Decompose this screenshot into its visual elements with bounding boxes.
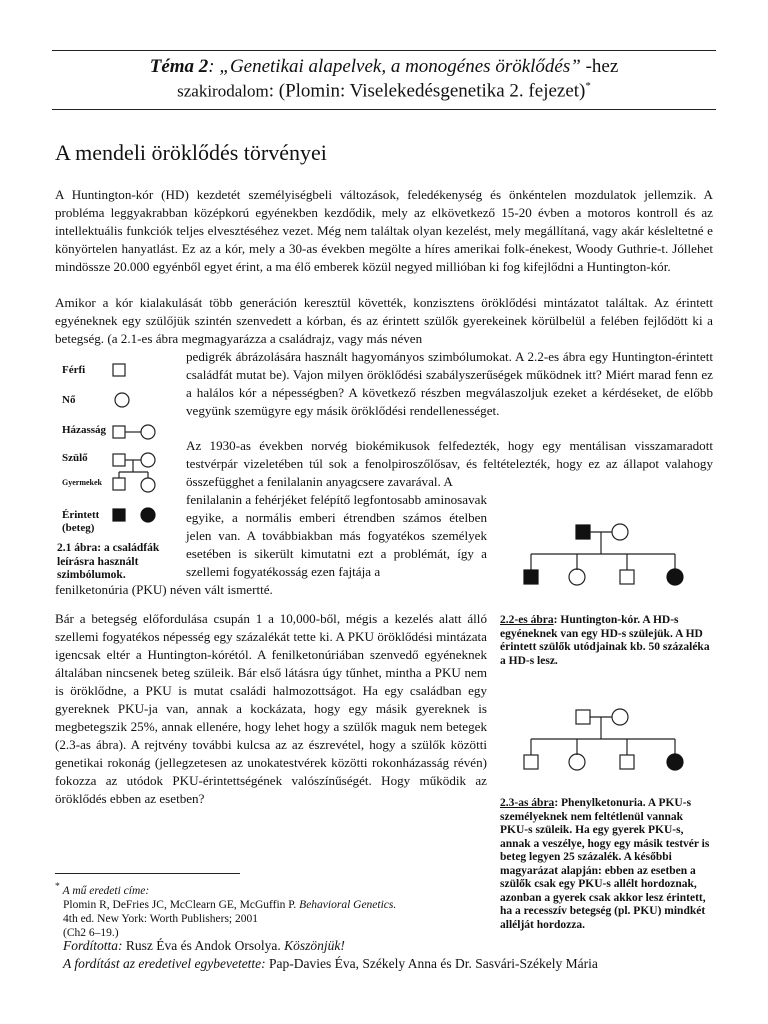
- marriage-female-symbol: [141, 425, 155, 439]
- figure-2-1-legend: [55, 352, 173, 538]
- affected-female-symbol: [141, 508, 155, 522]
- footnote-rule: [55, 873, 240, 874]
- hd-mother: [612, 524, 628, 540]
- footnote-original-title: [55, 880, 495, 898]
- tema-label: Téma 2: [149, 56, 209, 77]
- parent-female-symbol: [141, 453, 155, 467]
- checked-label: A fordítást az eredetivel egybevetette:: [63, 956, 266, 971]
- female-symbol: [115, 393, 129, 407]
- top-rule: [52, 50, 716, 51]
- pku-mother: [612, 709, 628, 725]
- legend-label-erintett: Érintett: [62, 509, 100, 521]
- footnote-mark: *: [55, 881, 60, 892]
- figure-2-3-pedigree: [510, 703, 706, 775]
- parent-male-symbol: [113, 454, 125, 466]
- paragraph-2-top: Amikor a kór kialakulását több generáción keresztül követték, konzisztens öröklődési mintázatot találtak. Az érintett egyéneknek egy szülőjük szintén szenvedett a kórban, és az érintett szülők gyerekeinek körülbelül a felében fejlődött ki a betegség. (a 2.1-es ábra megmagyarázza a családrajz, vagy más néven: [55, 295, 713, 346]
- legend-symbols: [55, 352, 173, 538]
- hd-father-affected: [576, 525, 590, 539]
- pku-father: [576, 710, 590, 724]
- figure-2-2-caption: [500, 614, 713, 668]
- figure-2-3-caption: [500, 797, 713, 932]
- page-title: [52, 56, 716, 78]
- legend-label-hazassag: Házasság: [62, 424, 106, 436]
- thanks-text: Köszönjük!: [284, 938, 345, 953]
- pku-daughter-affected: [667, 754, 683, 770]
- citation-publisher: 4th ed. New York: Worth Publishers; 2001: [63, 912, 259, 925]
- footnote-citation: [55, 898, 495, 912]
- page-subtitle: [52, 80, 716, 102]
- pku-daughter: [569, 754, 585, 770]
- legend-label-gyermekek: Gyermekek: [62, 478, 102, 487]
- footnote-orig-label: A mű eredeti címe:: [62, 884, 150, 897]
- citation-chapter: (Ch2 6–19.): [63, 926, 119, 939]
- tema-suffix: -hez: [585, 56, 619, 77]
- legend-label-ferfi: Férfi: [62, 364, 86, 376]
- child-female-symbol: [141, 478, 155, 492]
- footnote-marker: *: [585, 80, 591, 92]
- figure-2-2-pedigree: [510, 518, 706, 590]
- footnote-block: [55, 880, 495, 940]
- subtitle-small: szakirodalom: [177, 81, 269, 101]
- pku-son-2: [620, 755, 634, 769]
- translators-names: Rusz Éva és Andok Orsolya.: [122, 938, 285, 953]
- fig23-label: 2.3-as ábra: [500, 797, 555, 809]
- pku-son: [524, 755, 538, 769]
- citation-authors: Plomin R, DeFries JC, McClearn GE, McGuffin P.: [63, 898, 300, 911]
- paragraph-3-mid: Az 1930-as években norvég biokémikusok felfedezték, hogy egy mentálisan visszamaradott testvérpár vizeletében túl sok a fenolpiroszőlősav, és feltételezték, hogy ez az állapot valahogy összefügghet a fenilalanin anyagcsere zavarával. A: [186, 438, 713, 489]
- subtitle-main: : (Plomin: Viselekedésgenetika 2. fejezet): [268, 80, 586, 102]
- paragraph-2-rest: pedigrék ábrázolására használt hagyományos szimbólumokat. A 2.2-es ábra egy Huntington-érintett családfát mutat be). Vajon milyen öröklődési szabályszerűségek működnek itt? Miért marad fenn ez a halálos kór a népességben? A következő részben megválaszoljuk ezeket a kérdéseket, de előbb vegyünk szemügyre egy másik öröklődési rendellenességet.: [186, 349, 713, 418]
- translators-line: [63, 939, 713, 953]
- header-rule: [52, 109, 716, 110]
- legend-label-no: Nő: [62, 394, 76, 406]
- legend-label-beteg: (beteg): [62, 522, 95, 534]
- translators-label: Fordította:: [63, 938, 123, 953]
- marriage-male-symbol: [113, 426, 125, 438]
- paragraph-3-narrow: fenilalanin a fehérjéket felépítő legfontosabb aminosavak egyike, a normális emberi étrendben számos ételben jelen van. A továbbiakban más fogyatékos személyek esetében is sikerült kimutatni ezt a problémát, így a szellemi fogyatékosság ezen fajtája a: [186, 492, 487, 579]
- fig22-text: : Huntington-kór. A HD-s egyéneknek van egy HD-s szülejük. A HD érintett szülők utódjainak kb. 50 százaléka a HD-s lesz.: [500, 614, 710, 667]
- hd-son: [620, 570, 634, 584]
- tema-title: : „Genetikai alapelvek, a monogénes öröklődés”: [208, 56, 586, 77]
- affected-male-symbol: [113, 509, 125, 521]
- hd-son-affected: [524, 570, 538, 584]
- paragraph-1: A Huntington-kór (HD) kezdetét személyiségbeli változások, feledékenység és önkéntelen mozdulatok jellemzik. A probléma leggyakrabban középkorú egyénekben kezdődik, mely az elkövetkező 15-20 évben a motoros kontroll és az intellektuális funkciók teljes elvesztéséhez vezet. Még nem találtak olyan kezelést, mely megállítaná, vagy akár késleltetné e könyörtelen hanyatlást. Ez az a kór, mely a 30-as években megölte a híres amerikai folk-énekest, Woody Guthrie-t. Jóllehet mindössze 20.000 egyénből egyet érint, a ma élő emberek közül negyed millióban ki fog kifejlődni a Huntington-kór.: [55, 187, 713, 274]
- figure-2-1-caption: 2.1 ábra: a családfák leírásra használt szimbólumok.: [57, 542, 160, 581]
- checkers-names: Pap-Davies Éva, Székely Anna és Dr. Sasvári-Székely Mária: [265, 956, 598, 971]
- paragraph-3-end: fenilketonúria (PKU) néven vált ismertté.: [55, 582, 273, 597]
- legend-label-szulo: Szülő: [62, 452, 88, 464]
- fig23-text: : Phenylketonuria. A PKU-s személyeknek nem feltétlenül vannak PKU-s szüleik. Ha egy gyerek PKU-s, annak a veszélye, hogy egy másik testvér is beteg legyen 25 százalék. A későbbi magyarázat alapján: ebben az esetben a szülők csak egy PKU-s allélt hordoznak, azonban a gyerek csak akkor lesz érintett, ha a recesszív betegség (pl. PKU) mindkét allélját hordozza.: [500, 797, 710, 931]
- male-symbol: [113, 364, 125, 376]
- citation-title: Behavioral Genetics.: [299, 898, 397, 911]
- hd-daughter-affected: [667, 569, 683, 585]
- child-male-symbol: [113, 478, 125, 490]
- checked-line: [63, 957, 713, 971]
- fig22-label: 2.2-es ábra: [500, 614, 554, 626]
- section-heading: A mendeli öröklődés törvényei: [55, 140, 327, 165]
- hd-daughter: [569, 569, 585, 585]
- paragraph-4: Bár a betegség előfordulása csupán 1 a 10,000-ből, mégis a kezelés alatt álló szellemi fogyatékos népesség egy százalékát tette ki. A PKU öröklődési mintázata igencsak eltér a Huntington-kórétól. A fenilketonúriában szenvedő egyéneknek általában nincsenek beteg szüleik. Bár első látásra úgy tűnhet, mintha a PKU nem is öröklődne, a PKU is mutat családi halmozottságot. Ha egy családban egy gyereknek PKU-ja van, annak a kockázata, hogy egy másik gyereknek is megbetegszik 25%, annak ellenére, hogy lehet hogy a szülők maguk nem betegek (2.3-as ábra). A rejtvény további kulcsa az az észrevétel, hogy a szülők közötti genetikai rokonág (jellegzetesen az unokatestvérek közötti rokonházasság révén) fokozza az utódok PKU-érintettségének valószínűségét. Hogy működik az öröklődés ebben az esetben?: [55, 611, 487, 806]
